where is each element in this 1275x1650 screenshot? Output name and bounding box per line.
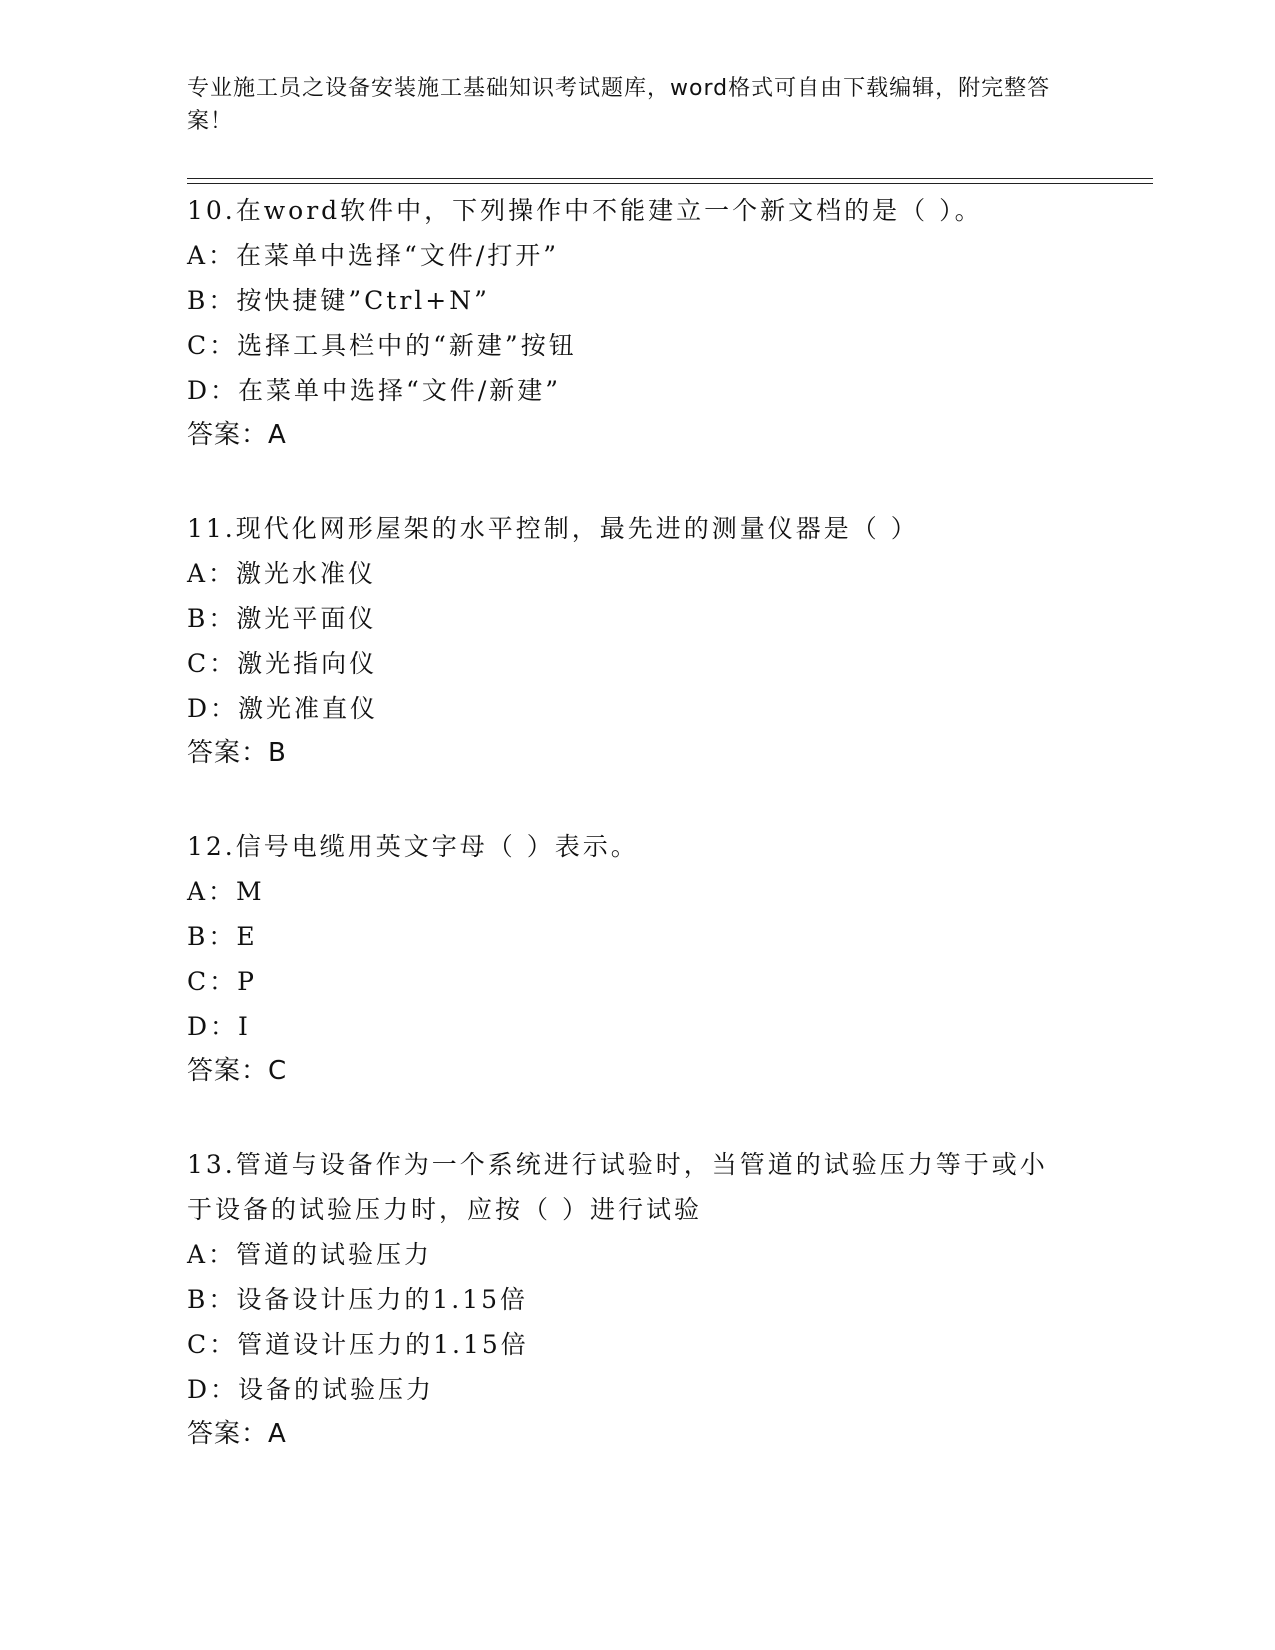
option-c: C：选择工具栏中的“新建”按钮 [187, 331, 577, 360]
question-11 [187, 506, 1087, 776]
answer-label: 答案：A [187, 1419, 287, 1449]
question-stem: 13.管道与设备作为一个系统进行试验时，当管道的试验压力等于或小于设备的试验压力时，应按（ ）进行试验 [187, 1150, 1048, 1224]
option-a: A：在菜单中选择“文件/打开” [187, 241, 560, 270]
option-d: D：激光准直仪 [187, 694, 379, 723]
document-header: 专业施工员之设备安装施工基础知识考试题库，word格式可自由下载编辑，附完整答案！ [187, 76, 1051, 134]
header-divider-top [187, 178, 1153, 179]
option-a: A：激光水准仪 [187, 559, 377, 588]
option-b: B：E [187, 922, 258, 951]
question-10 [187, 188, 1087, 458]
header-divider-bottom [187, 183, 1153, 184]
question-12 [187, 824, 1087, 1094]
option-a: A：M [187, 877, 265, 906]
question-stem: 12.信号电缆用英文字母（ ）表示。 [187, 832, 639, 861]
answer-label: 答案：A [187, 420, 287, 450]
option-d: D：设备的试验压力 [187, 1375, 435, 1404]
option-b: B：设备设计压力的1.15倍 [187, 1285, 529, 1314]
question-stem: 10.在word软件中，下列操作中不能建立一个新文档的是（ ）。 [187, 196, 983, 225]
question-stem: 11.现代化网形屋架的水平控制，最先进的测量仪器是（ ） [187, 514, 919, 543]
option-b: B：激光平面仪 [187, 604, 377, 633]
option-c: C：激光指向仪 [187, 649, 378, 678]
option-a: A：管道的试验压力 [187, 1240, 433, 1269]
question-13 [187, 1142, 1087, 1457]
option-d: D：在菜单中选择“文件/新建” [187, 376, 562, 405]
option-d: D：I [187, 1012, 251, 1041]
option-c: C：P [187, 967, 257, 996]
option-c: C：管道设计压力的1.15倍 [187, 1330, 529, 1359]
answer-label: 答案：C [187, 1056, 288, 1086]
option-b: B：按快捷键”Ctrl+N” [187, 286, 490, 315]
answer-label: 答案：B [187, 738, 287, 768]
